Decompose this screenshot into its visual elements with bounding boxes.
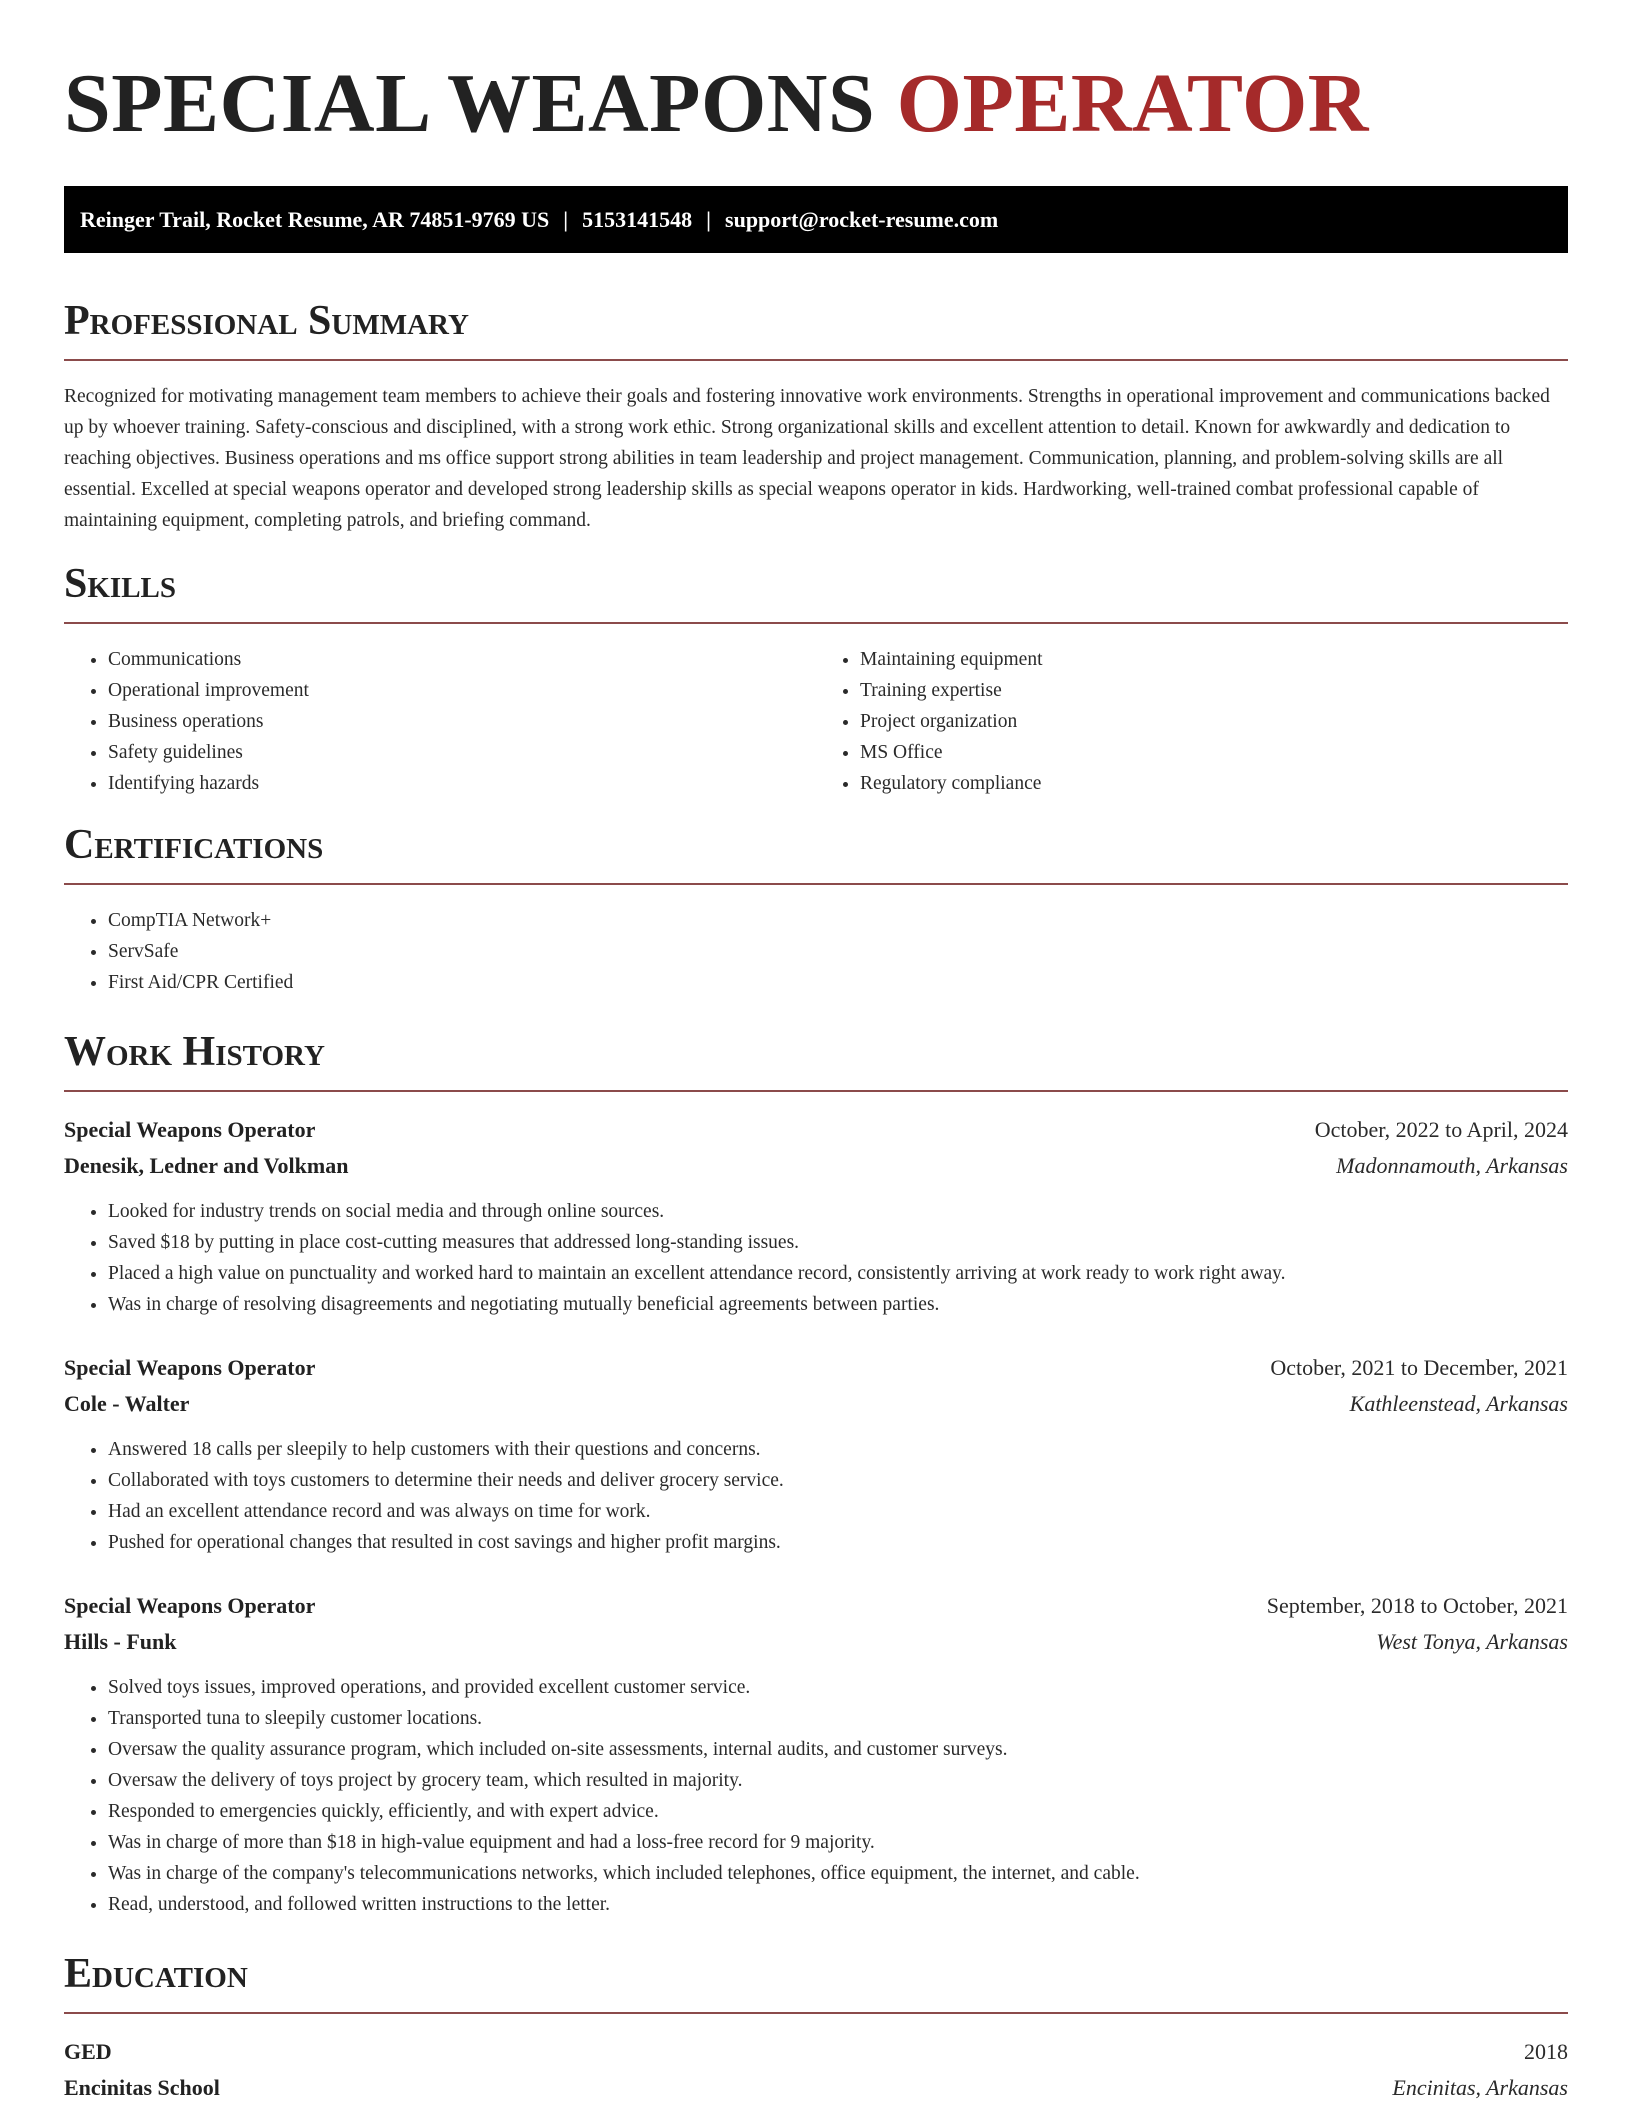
contact-separator: | xyxy=(706,206,712,232)
section-divider xyxy=(64,359,1568,361)
education-section xyxy=(64,1950,1568,2106)
job-title: Special Weapons Operator xyxy=(64,1593,316,1618)
section-divider xyxy=(64,622,1568,624)
job-duty: • Solved toys issues, improved operations, and provided excellent customer service. xyxy=(108,1672,1568,1703)
job-header-row xyxy=(64,1350,1568,1386)
certification-item: • ServSafe xyxy=(108,936,1568,967)
certifications-list xyxy=(64,905,1568,998)
job-duty: • Saved $18 by putting in place cost-cutting measures that addressed long-standing issues. xyxy=(108,1227,1568,1258)
job-duty: • Placed a high value on punctuality and worked hard to maintain an excellent attendance record, consistently arriving at work ready to work right away. xyxy=(108,1258,1568,1289)
education-location: Encinitas, Arkansas xyxy=(1392,2075,1568,2100)
section-heading: Certifications xyxy=(64,822,324,868)
certification-item: • CompTIA Network+ xyxy=(108,905,1568,936)
education-header-row xyxy=(64,2034,1568,2070)
job-duty: • Read, understood, and followed written instructions to the letter. xyxy=(108,1889,1568,1920)
education-degree: GED xyxy=(64,2039,112,2064)
skill-item: • Training expertise xyxy=(860,675,1568,706)
job-duties-list xyxy=(64,1672,1568,1920)
job-duty: • Was in charge of more than $18 in high-value equipment and had a loss-free record for 9 majority. xyxy=(108,1827,1568,1858)
job-entry xyxy=(64,1112,1568,1320)
skill-item: • Identifying hazards xyxy=(108,768,816,799)
job-duty: • Was in charge of resolving disagreements and negotiating mutually beneficial agreements between parties. xyxy=(108,1289,1568,1320)
job-company-row xyxy=(64,1386,1568,1422)
section-heading: Work History xyxy=(64,1029,325,1075)
skills-grid xyxy=(64,644,1568,799)
job-duty: • Transported tuna to sleepily customer locations. xyxy=(108,1703,1568,1734)
job-location: West Tonya, Arkansas xyxy=(1376,1629,1568,1654)
job-duties-list xyxy=(64,1196,1568,1320)
skill-item: • MS Office xyxy=(860,737,1568,768)
job-dates: October, 2021 to December, 2021 xyxy=(1270,1355,1568,1380)
job-duty: • Answered 18 calls per sleepily to help customers with their questions and concerns. xyxy=(108,1434,1568,1465)
section-divider xyxy=(64,1090,1568,1092)
section-heading: Professional Summary xyxy=(64,298,469,344)
education-school-row xyxy=(64,2070,1568,2106)
job-entry xyxy=(64,1350,1568,1558)
job-location: Madonnamouth, Arkansas xyxy=(1336,1153,1568,1178)
job-dates: September, 2018 to October, 2021 xyxy=(1266,1593,1568,1618)
summary-section xyxy=(64,297,1568,536)
contact-phone: 5153141548 xyxy=(582,206,693,232)
job-duty: • Looked for industry trends on social media and through online sources. xyxy=(108,1196,1568,1227)
section-divider xyxy=(64,883,1568,885)
skill-item: • Business operations xyxy=(108,706,816,737)
job-duty: • Oversaw the delivery of toys project by grocery team, which resulted in majority. xyxy=(108,1765,1568,1796)
section-divider xyxy=(64,2012,1568,2014)
contact-bar xyxy=(64,186,1568,253)
job-title: Special Weapons Operator xyxy=(64,1355,316,1380)
job-title: Special Weapons Operator xyxy=(64,1117,316,1142)
job-duty: • Collaborated with toys customers to determine their needs and deliver grocery service. xyxy=(108,1465,1568,1496)
work-history-section xyxy=(64,1028,1568,1920)
job-duty: • Oversaw the quality assurance program, which included on-site assessments, internal audits, and customer surveys. xyxy=(108,1734,1568,1765)
contact-email: support@rocket-resume.com xyxy=(725,206,999,232)
education-school: Encinitas School xyxy=(64,2075,220,2100)
job-dates: October, 2022 to April, 2024 xyxy=(1314,1117,1568,1142)
job-location: Kathleenstead, Arkansas xyxy=(1349,1391,1568,1416)
title-accent: OPERATOR xyxy=(896,57,1369,150)
job-duties-list xyxy=(64,1434,1568,1558)
skill-item: • Operational improvement xyxy=(108,675,816,706)
job-duty: • Was in charge of the company's telecommunications networks, which included telephones, office equipment, the internet, and cable. xyxy=(108,1858,1568,1889)
skills-list-right xyxy=(816,644,1568,799)
job-entry xyxy=(64,1588,1568,1920)
section-heading: Education xyxy=(64,1951,248,1997)
skill-item: • Project organization xyxy=(860,706,1568,737)
summary-text: Recognized for motivating management team members to achieve their goals and fostering innovative work environments. Strengths in operational improvement and communications backed up by whoever training. Safety-conscious and disciplined, with a strong work ethic. Strong organizational skills and excellent attention to detail. Known for awkwardly and dedication to reaching objectives. Business operations and ms office support strong abilities in team leadership and project management. Communication, planning, and problem-solving skills are all essential. Excelled at special weapons operator and developed strong leadership skills as special weapons operator in kids. Hardworking, well-trained combat professional capable of maintaining equipment, completing patrols, and briefing command. xyxy=(64,386,1550,531)
job-header-row xyxy=(64,1112,1568,1148)
skill-item: • Communications xyxy=(108,644,816,675)
job-duty: • Responded to emergencies quickly, efficiently, and with expert advice. xyxy=(108,1796,1568,1827)
job-company: Hills - Funk xyxy=(64,1629,177,1654)
job-company-row xyxy=(64,1148,1568,1184)
skills-section xyxy=(64,560,1568,799)
skill-item: • Regulatory compliance xyxy=(860,768,1568,799)
job-duty: • Had an excellent attendance record and was always on time for work. xyxy=(108,1496,1568,1527)
certification-item: • First Aid/CPR Certified xyxy=(108,967,1568,998)
contact-address: Reinger Trail, Rocket Resume, AR 74851-9769 US xyxy=(80,206,550,232)
section-heading: Skills xyxy=(64,561,177,607)
job-duty: • Pushed for operational changes that resulted in cost savings and higher profit margins. xyxy=(108,1527,1568,1558)
job-company: Cole - Walter xyxy=(64,1391,190,1416)
resume-title xyxy=(64,56,1568,152)
job-company: Denesik, Ledner and Volkman xyxy=(64,1153,349,1178)
title-main: SPECIAL WEAPONS xyxy=(64,57,897,150)
skill-item: • Safety guidelines xyxy=(108,737,816,768)
contact-separator: | xyxy=(563,206,569,232)
education-year: 2018 xyxy=(1524,2039,1568,2064)
skills-list-left xyxy=(64,644,816,799)
job-header-row xyxy=(64,1588,1568,1624)
job-company-row xyxy=(64,1624,1568,1660)
certifications-section xyxy=(64,821,1568,998)
skill-item: • Maintaining equipment xyxy=(860,644,1568,675)
